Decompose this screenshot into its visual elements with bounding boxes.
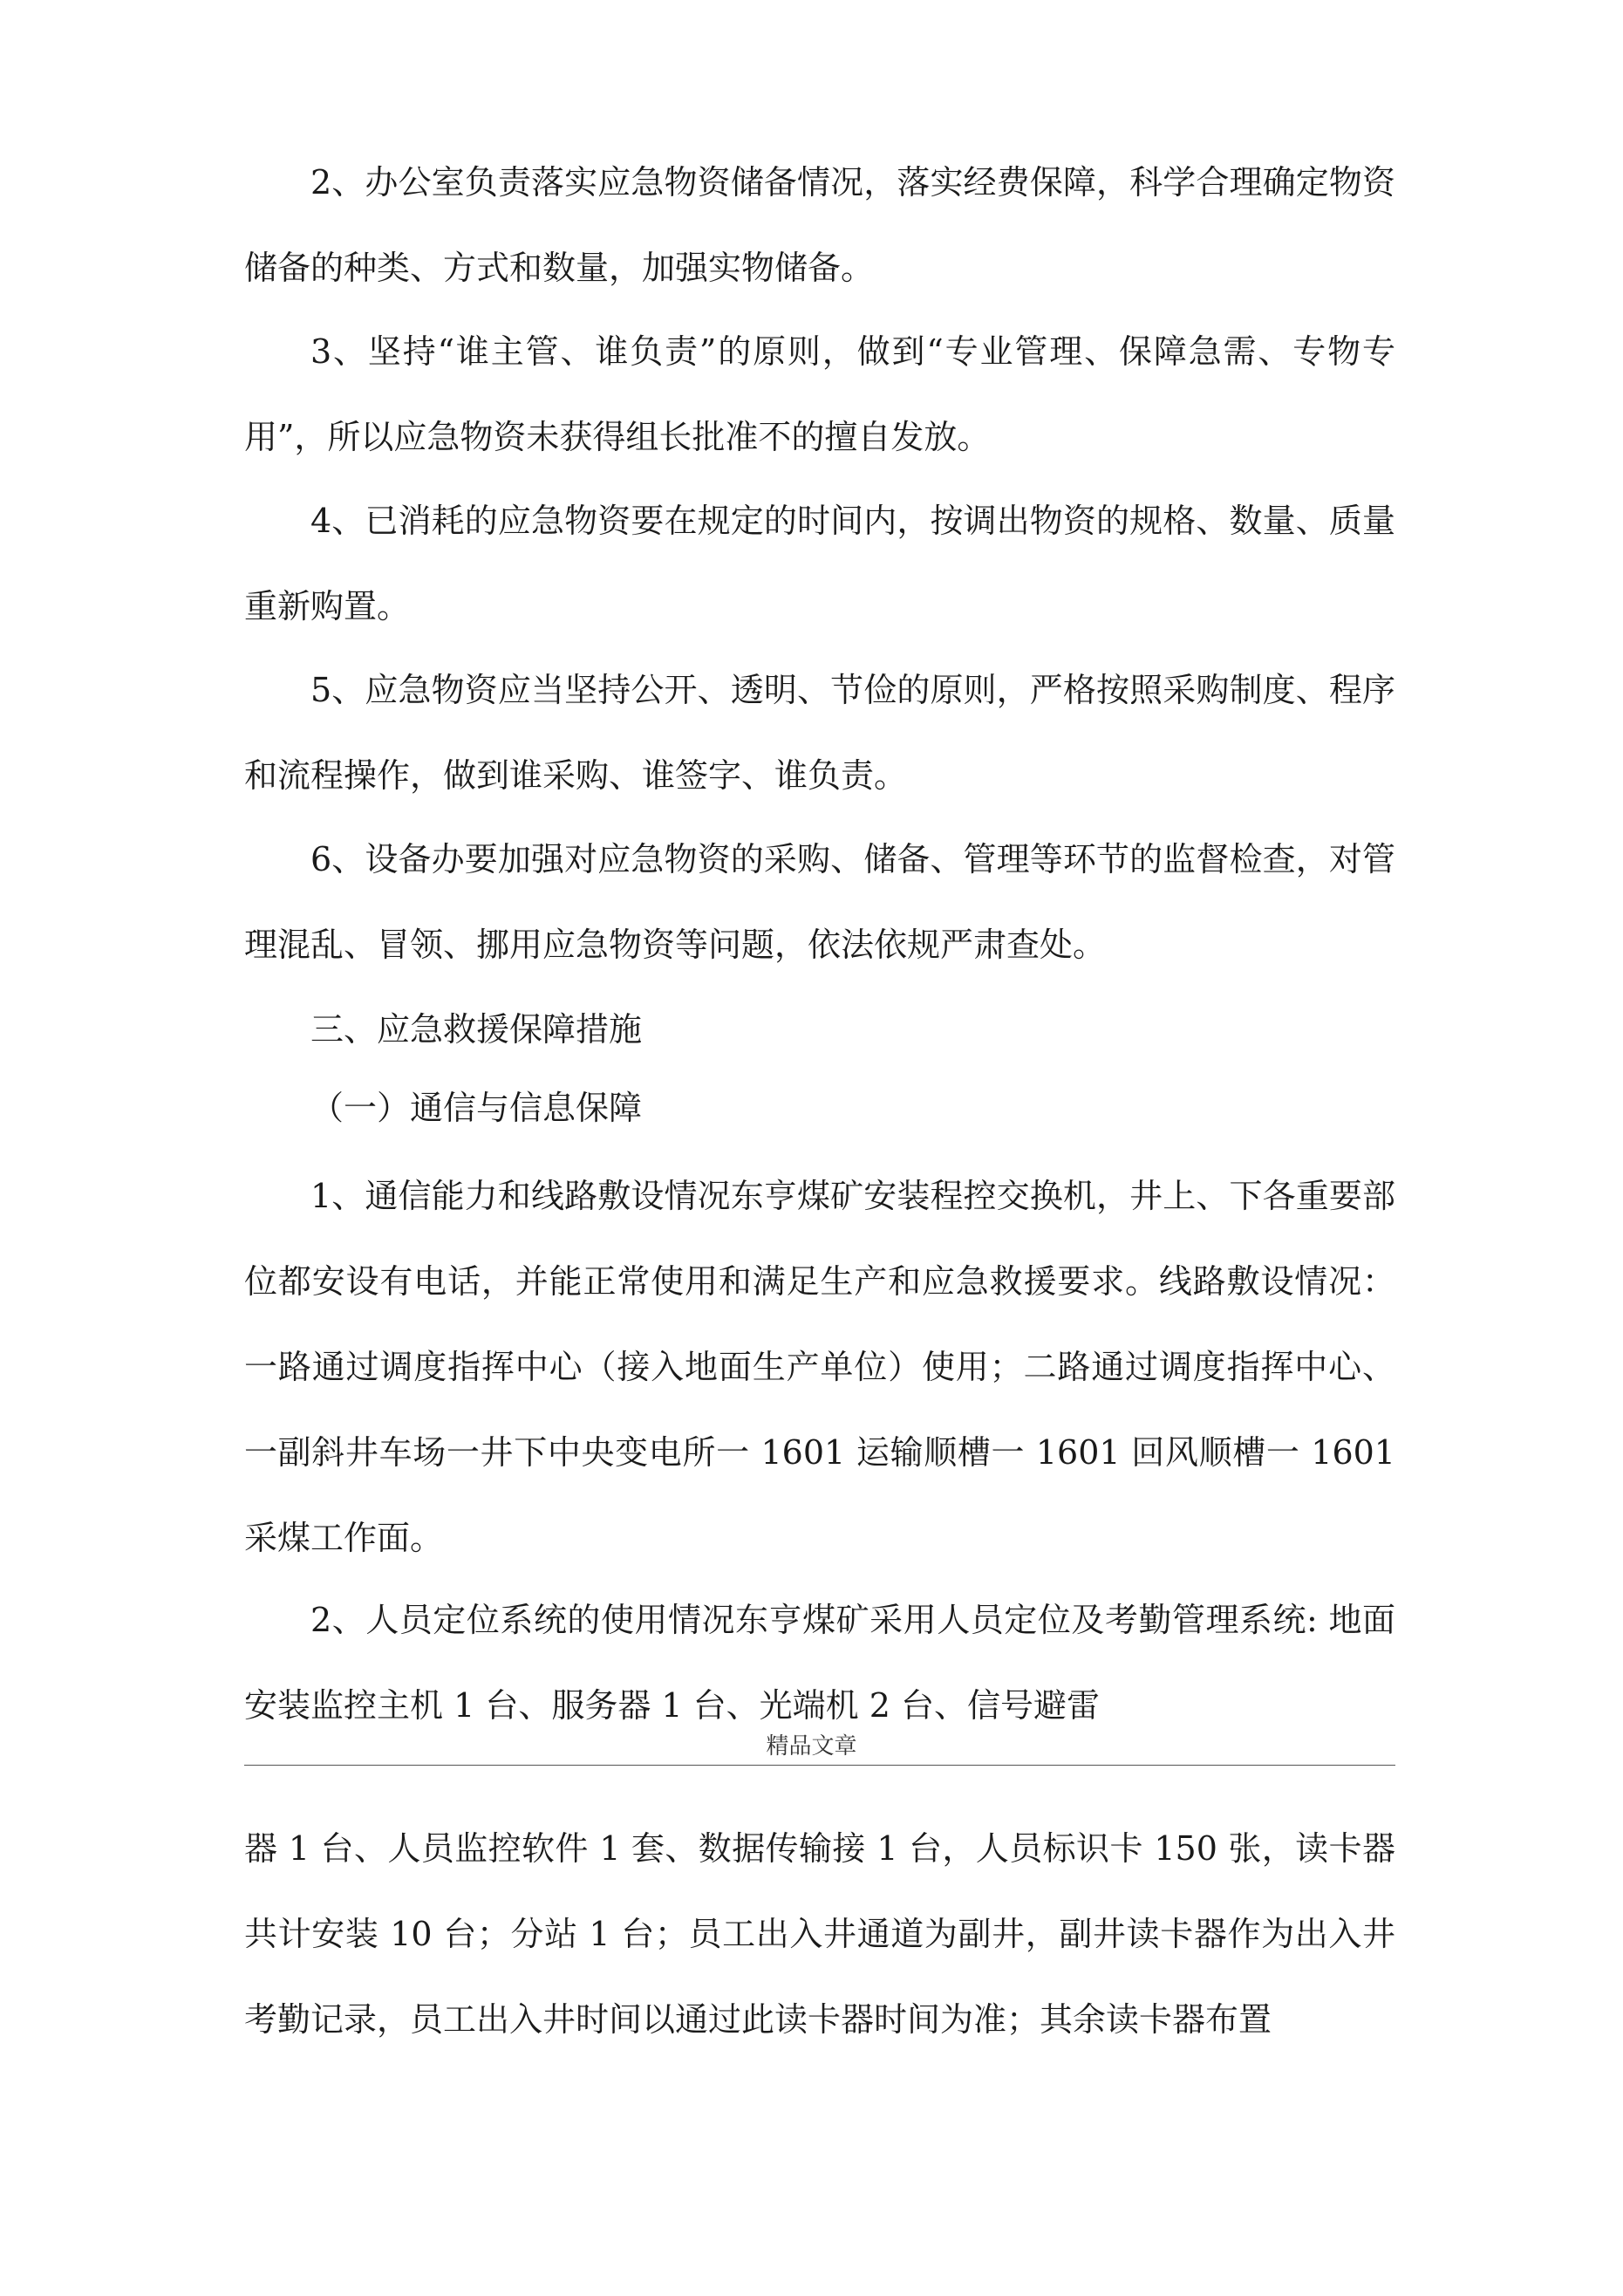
body-paragraph-2: 2、人员定位系统的使用情况东亨煤矿采用人员定位及考勤管理系统: 地面安装监控主机 1 台、服务器 1 台、光端机 2 台、信号避雷	[244, 1601, 1395, 1725]
footer-divider	[244, 1765, 1395, 1766]
paragraph-item-2: 2、办公室负责落实应急物资储备情况，落实经费保障，科学合理确定物资储备的种类、方式和数量，加强实物储备。	[244, 163, 1395, 287]
body-paragraph-1: 1、通信能力和线路敷设情况东亨煤矿安装程控交换机，井上、下各重要部位都安设有电话，并能正常使用和满足生产和应急救援要求。线路敷设情况：一路通过调度指挥中心（接入地面生产单位）使用；二路通过调度指挥中心、一副斜井车场一井下中央变电所一 1601 运输顺槽一 1601 回风顺槽一 1601 采煤工作面。	[244, 1177, 1395, 1557]
paragraph-item-3: 3、坚持“谁主管、谁负责”的原则，做到“专业管理、保障急需、专物专用”，所以应急物资未获得组长批准不的擅自发放。	[244, 332, 1395, 456]
section-heading: 三、应急救援保障措施	[310, 1010, 643, 1049]
paragraph-item-4: 4、已消耗的应急物资要在规定的时间内，按调出物资的规格、数量、质量重新购置。	[244, 502, 1395, 625]
paragraph-item-5: 5、应急物资应当坚持公开、透明、节俭的原则，严格按照采购制度、程序和流程操作，做到谁采购、谁签字、谁负责。	[244, 671, 1395, 795]
paragraph-item-6: 6、设备办要加强对应急物资的采购、储备、管理等环节的监督检查，对管理混乱、冒领、挪用应急物资等问题，依法依规严肃查处。	[244, 840, 1395, 964]
continuation-paragraph: 器 1 台、人员监控软件 1 套、数据传输接 1 台，人员标识卡 150 张，读卡器共计安装 10 台；分站 1 台；员工出入井通道为副井，副井读卡器作为出入井考勤记录，员工出入井时间以通过此读卡器时间为准；其余读卡器布置	[244, 1829, 1395, 2039]
subsection-heading: （一）通信与信息保障	[310, 1089, 643, 1127]
footer-label: 精品文章	[766, 1733, 857, 1760]
